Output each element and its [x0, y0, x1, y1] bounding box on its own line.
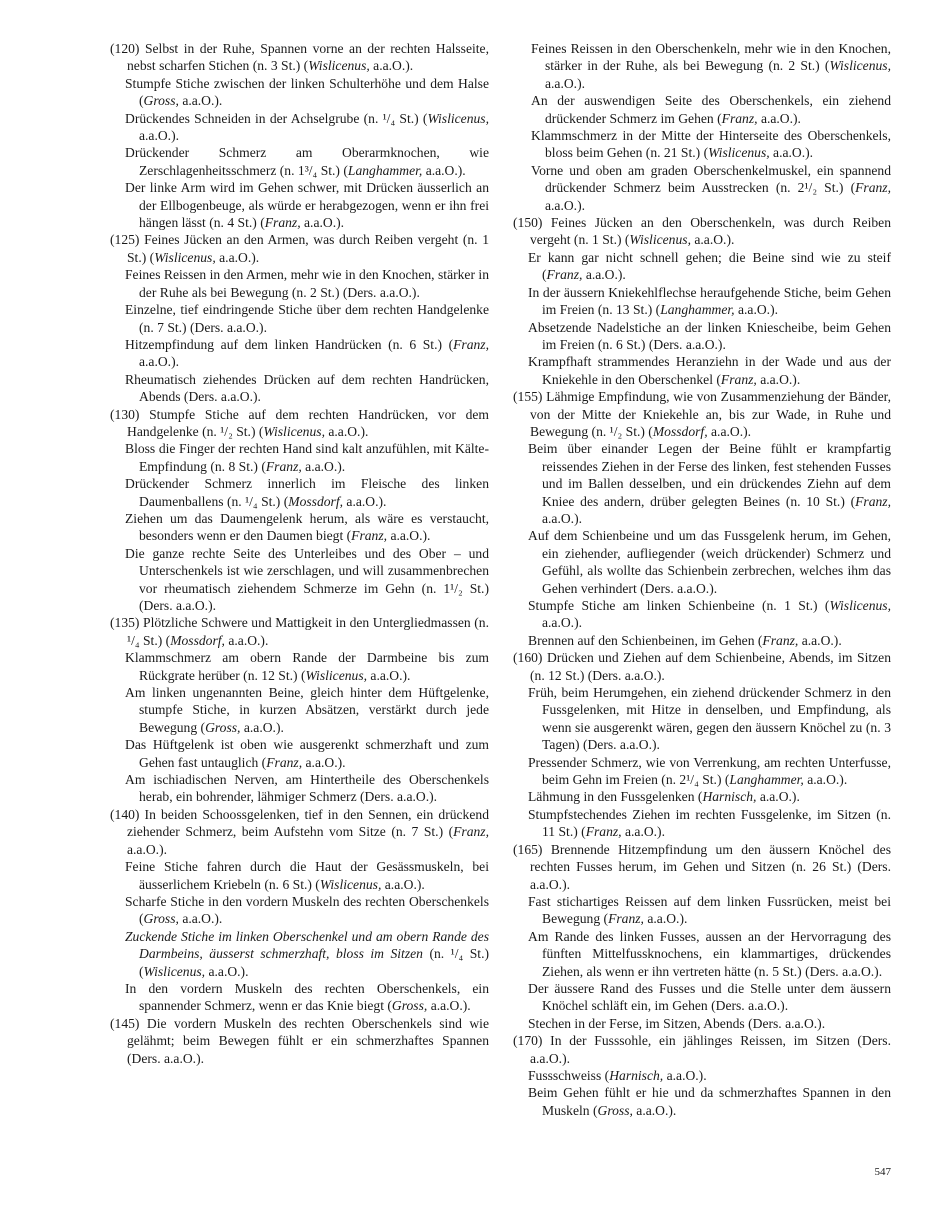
entry-text: a.a.O.).: [621, 824, 665, 840]
entry-text: a.a.O.).: [127, 841, 168, 857]
sub-entry: [110, 893, 489, 928]
entry-text: Ziehen um das Daumengelenk herum, als wäre es verstaucht, besonders wenn er den Daumen biegt (: [125, 510, 489, 544]
sub-entry: [513, 928, 891, 980]
author-name: Mossdorf,: [652, 423, 708, 439]
entry-text: Stumpfstechendes Ziehen im rechten Fussgelenke, im Sitzen (n. 11 St.) (: [528, 806, 891, 840]
entry-text: a.a.O.).: [367, 667, 411, 683]
entry-text: Fussschweiss (: [528, 1067, 610, 1083]
author-name: Franz,: [721, 110, 758, 126]
entry-text: a.a.O.).: [690, 232, 735, 248]
entry-text: Beim Gehen fühlt er hie und da schmerzhaftes Spannen in den Muskeln (: [528, 1085, 891, 1118]
entry-text: Krampfhaft strammendes Heranziehn in der Wade und aus der Kniekehle in den Oberschenkel (: [528, 354, 891, 387]
entry-text: a.a.O.).: [301, 458, 346, 474]
left-column: [110, 40, 489, 1067]
entry-text: a.a.O.).: [545, 75, 586, 91]
entry-text: a.a.O.).: [369, 58, 414, 74]
author-name: Wislicenus,: [319, 876, 382, 892]
entry-text: a.a.O.).: [582, 267, 626, 283]
sub-entry: [513, 1015, 891, 1032]
entry-text: (155) Lähmige Empfindung, wie von Zusammenziehung der Bänder, von der Mitte der Kniekehle an, bis zur Wade, in Ruhe und Bewegung (n. ¹/₂ St.) (: [513, 389, 891, 439]
entry-text: Drückender Schmerz innerlich im Fleische des linken Daumenballens (n. ¹/₄ St.) (: [125, 476, 489, 509]
sub-entry: [110, 179, 489, 231]
entry-text: (170) In der Fusssohle, ein jählinges Reissen, im Sitzen (Ders. a.a.O.).: [513, 1033, 891, 1066]
author-name: Wislicenus,: [829, 598, 891, 613]
author-name: Franz,: [762, 632, 799, 648]
sub-entry: [513, 527, 891, 597]
author-name: Wislicenus,: [427, 110, 489, 126]
numbered-entry: [110, 614, 489, 649]
author-name: Harnisch,: [702, 789, 757, 805]
entry-text: Drückender Schmerz am Oberarmknochen, wie Zerschlagenheitsschmerz (n. 1³/₄ St.) (: [125, 145, 489, 178]
entry-text: a.a.O.).: [324, 423, 369, 439]
entry-text: Er kann gar nicht schnell gehen; die Beine sind wie zu steif (: [528, 249, 891, 283]
sub-entry: [513, 319, 891, 354]
entry-text: a.a.O.).: [545, 197, 586, 213]
page-number: 547: [874, 1166, 891, 1178]
entry-text: Fast stichartiges Reissen auf dem linken Fussrücken, meist bei Bewegung (: [528, 893, 891, 927]
author-name: Mossdorf,: [288, 493, 344, 509]
entry-text: Der linke Arm wird im Gehen schwer, mit Drücken äusserlich an der Ellbogenbeuge, als würde er herabgezogen, wenn er ihn frei hängen lässt (n. 4 St.) (: [125, 180, 489, 231]
entry-text: a.a.O.).: [240, 719, 284, 735]
entry-text: a.a.O.).: [542, 615, 583, 631]
entry-text: a.a.O.).: [769, 145, 814, 161]
entry-text: a.a.O.).: [643, 911, 688, 927]
sub-entry: [513, 1067, 891, 1084]
sub-entry: [513, 597, 891, 632]
entry-text: a.a.O.).: [139, 354, 180, 370]
sub-entry: [513, 127, 891, 162]
entry-text: a.a.O.).: [756, 371, 801, 387]
author-name: Wislicenus,: [829, 58, 891, 74]
numbered-entry: [110, 806, 489, 858]
sub-entry: [513, 684, 891, 754]
entry-text: (135) Plötzliche Schwere und Mattigkeit in den Untergliedmassen (n. ¹/₄ St.) (: [110, 615, 489, 648]
entry-text: Lähmung in den Fussgelenken (: [528, 789, 703, 805]
entry-text: (160) Drücken und Ziehen auf dem Schienbeine, Abends, im Sitzen (n. 12 St.) (Ders. a.a.O.).: [513, 650, 891, 683]
entry-text: Feines Reissen in den Armen, mehr wie in den Knochen, stärker in der Ruhe als bei Bewegung (n. 2 St.) (Ders. a.a.O.).: [125, 267, 489, 300]
entry-text: Am ischiadischen Nerven, am Hintertheile des Oberschenkels herab, ein bohrender, lähmiger Schmerz (Ders. a.a.O.).: [125, 772, 489, 805]
entry-text: Die ganze rechte Seite des Unterleibes und des Ober – und Unterschenkels ist wie zerschlagen, und will zusammenbrechen vor rheumatisch ziehendem Schmerze im Gehn (n. 1¹/₂ St.) (Ders. a.a.O.).: [125, 545, 489, 613]
sub-entry: [513, 353, 891, 388]
numbered-entry: [110, 1015, 489, 1067]
entry-text: (125) Feines Jücken an den Armen, was durch Reiben vergeht (n. 1 St.) (: [110, 232, 489, 265]
numbered-entry: [110, 40, 489, 75]
author-name: Franz,: [585, 824, 622, 840]
entry-text: a.a.O.).: [427, 998, 471, 1014]
entry-text: Der äussere Rand des Fusses und die Stelle unter dem äussern Knöchel schläft ein, im Gehen (Ders. a.a.O.).: [528, 980, 891, 1014]
author-name: Langhammer,: [660, 302, 735, 318]
entry-text: (140) In beiden Schoossgelenken, tief in den Sennen, ein drückend ziehender Schmerz, beim Aufstehn vom Sitze (n. 7 St.) (: [110, 806, 489, 840]
entry-text: (n. ¹/₄ St.) (: [139, 946, 489, 979]
entry-text: Feine Stiche fahren durch die Haut der Gesässmuskeln, bei äusserlichem Kriebeln (n. 6 St.) (: [125, 859, 489, 892]
sub-entry: [110, 266, 489, 301]
sub-entry: [110, 475, 489, 510]
sub-entry: [110, 649, 489, 684]
entry-text: Das Hüftgelenk ist oben wie ausgerenkt schmerzhaft und zum Gehen fast untauglich (: [125, 737, 489, 770]
entry-text: An der auswendigen Seite des Oberschenkels, ein ziehend drückender Schmerz im Gehen (: [531, 93, 891, 126]
author-name: Franz,: [265, 458, 302, 474]
sub-entry: [513, 284, 891, 319]
entry-text: (150) Feines Jücken an den Oberschenkeln, was durch Reiben vergeht (n. 1 St.) (: [513, 215, 891, 248]
entry-text: a.a.O.).: [707, 423, 752, 439]
entry-text: Rheumatisch ziehendes Drücken auf dem rechten Handrücken, Abends (Ders. a.a.O.).: [125, 371, 489, 405]
entry-text: a.a.O.).: [139, 128, 180, 144]
numbered-entry: [110, 406, 489, 441]
entry-text: a.a.O.).: [343, 493, 387, 509]
entry-text: In den vordern Muskeln des rechten Oberschenkels, ein spannender Schmerz, wenn er das Knie biegt (: [125, 980, 489, 1014]
author-name: Franz,: [608, 911, 644, 927]
author-name: Franz,: [720, 371, 757, 387]
entry-text: Pressender Schmerz, wie von Verrenkung, am rechten Unterfusse, beim Gehn im Freien (n. 2¹/₄ St.) (: [528, 754, 891, 788]
author-name: Langhammer,: [729, 772, 804, 788]
sub-entry: [513, 40, 891, 92]
entry-text: a.a.O.).: [381, 876, 425, 892]
entry-text: Auf dem Schienbeine und um das Fussgelenk herum, im Gehen, ein ziehender, aufliegender (weich drückender) Schmerz und Gefühl, als wollte das Schienbein zerbrechen, welches ihm das Gehen verhindert (Ders. a.a.O.).: [528, 528, 891, 596]
entry-text: (130) Stumpfe Stiche auf dem rechten Handrücken, vor dem Handgelenke (n. ¹/₂ St.) (: [110, 406, 489, 439]
entry-text: (120) Selbst in der Ruhe, Spannen vorne an der rechten Halsseite, nebst scharfen Stichen (n. 3 St.) (: [110, 41, 489, 74]
entry-text: Früh, beim Herumgehen, ein ziehend drückender Schmerz in den Fussgelenken, mit Hitze in denselben, und Empfindung, als wenn sie ausgerenkt wären, gegen den äussern Knöchel zu (n. 3 Tagen) (Ders. a.a.O.).: [528, 685, 891, 753]
author-name: Franz,: [453, 336, 489, 352]
sub-entry: [110, 736, 489, 771]
sub-entry: [110, 301, 489, 336]
entry-text: Beim über einander Legen der Beine fühlt er krampfartig reissendes Ziehen in der Ferse des linken, fest stehenden Fusses und im Ballen desselben, und ein drückendes Ziehn auf dem Kniee des andern, drüber gelegten Beines (n. 10 St.) (: [528, 441, 891, 509]
sub-entry: [513, 788, 891, 805]
author-name: Gross,: [597, 1102, 633, 1118]
sub-entry: [513, 754, 891, 789]
entry-text: a.a.O.).: [734, 302, 778, 318]
entry-text: (165) Brennende Hitzempfindung um den äussern Knöchel des rechten Fusses herum, im Gehen und Sitzen (n. 26 St.) (Ders. a.a.O.).: [513, 841, 891, 892]
author-name: Wislicenus,: [629, 232, 691, 248]
author-name: Gross,: [391, 998, 428, 1014]
sub-entry: [110, 110, 489, 145]
sub-entry: [513, 249, 891, 284]
sub-entry: [110, 980, 489, 1015]
author-name: Franz,: [855, 180, 891, 196]
entry-text: a.a.O.).: [542, 510, 583, 526]
entry-text: a.a.O.).: [224, 632, 269, 648]
entry-text: a.a.O.).: [422, 162, 466, 178]
entry-text: Stumpfe Stiche am linken Schienbeine (n. 1 St.) (: [528, 598, 830, 613]
author-name: Franz,: [453, 824, 489, 840]
author-name: Gross,: [143, 911, 179, 927]
author-name: Franz,: [351, 528, 388, 544]
entry-text: a.a.O.).: [205, 963, 249, 979]
author-name: Langhammer,: [347, 162, 423, 178]
entry-text: (145) Die vordern Muskeln des rechten Oberschenkels sind wie gelähmt; beim Bewegen fühlt er ein schmerzhaftes Spannen (Ders. a.a.O.).: [110, 1015, 489, 1066]
numbered-entry: [513, 649, 891, 684]
author-name: Wislicenus,: [708, 145, 770, 161]
entry-text: Einzelne, tief eindringende Stiche über dem rechten Handgelenke (n. 7 St.) (Ders. a.a.O.).: [125, 302, 489, 335]
sub-entry: [110, 545, 489, 615]
entry-text: Feines Reissen in den Oberschenkeln, mehr wie in den Knochen, stärker in der Ruhe, als bei Bewegung (n. 2 St.) (: [531, 41, 891, 74]
author-name: Franz,: [546, 267, 583, 283]
sub-entry: [110, 144, 489, 179]
sub-entry: [513, 162, 891, 214]
entry-text: Klammschmerz am obern Rande der Darmbeine bis zum Rückgrate herüber (n. 12 St.) (: [125, 650, 489, 683]
sub-entry: [110, 440, 489, 475]
sub-entry: [110, 510, 489, 545]
sub-entry: [110, 771, 489, 806]
entry-text: Am linken ungenannten Beine, gleich hinter dem Hüftgelenke, stumpfe Stiche, in kurzen Absätzen, verstärkt durch jede Bewegung (: [125, 685, 489, 735]
sub-entry: [513, 1084, 891, 1119]
entry-text: a.a.O.).: [178, 93, 223, 109]
sub-entry: [513, 92, 891, 127]
sub-entry: [513, 893, 891, 928]
author-name: Wislicenus,: [154, 249, 216, 265]
author-name: Wislicenus,: [308, 58, 370, 74]
entry-text: Drückendes Schneiden in der Achselgrube (n. ¹/₄ St.) (: [125, 110, 428, 126]
author-name: Gross,: [143, 93, 179, 109]
entry-text: Brennen auf den Schienbeinen, im Gehen (: [528, 632, 763, 648]
author-name: Wislicenus,: [143, 963, 206, 979]
entry-text: a.a.O.).: [798, 632, 842, 648]
author-name: Franz,: [855, 493, 891, 509]
entry-text: Stumpfe Stiche zwischen der linken Schulterhöhe und dem Halse (: [125, 75, 489, 109]
entry-text: a.a.O.).: [178, 911, 223, 927]
entry-text: Bloss die Finger der rechten Hand sind kalt anzufühlen, mit Kälte-Empfindung (n. 8 St.) (: [125, 441, 489, 474]
author-name: Franz,: [266, 754, 303, 770]
entry-text: Absetzende Nadelstiche an der linken Kniescheibe, beim Gehen im Freien (n. 6 St.) (Ders. a.a.O.).: [528, 319, 891, 352]
sub-entry: [513, 632, 891, 649]
entry-text: a.a.O.).: [300, 215, 345, 231]
author-name: Gross,: [205, 719, 241, 735]
sub-entry: [513, 440, 891, 527]
numbered-entry: [513, 214, 891, 249]
numbered-entry: [513, 841, 891, 893]
author-name: Wislicenus,: [263, 423, 325, 439]
numbered-entry: [513, 1032, 891, 1067]
author-name: Mossdorf,: [170, 632, 225, 648]
entry-text: a.a.O.).: [663, 1067, 707, 1083]
entry-text: Vorne und oben am graden Oberschenkelmuskel, ein spannend drückender Schmerz beim Ausstrecken (n. 2¹/₂ St.) (: [531, 162, 891, 196]
author-name: Franz,: [264, 215, 301, 231]
entry-text: Stechen in der Ferse, im Sitzen, Abends (Ders. a.a.O.).: [528, 1015, 826, 1031]
numbered-entry: [110, 231, 489, 266]
entry-text: Klammschmerz in der Mitte der Hinterseite des Oberschenkels, bloss beim Gehen (n. 21 St.) (: [531, 128, 891, 161]
entry-text: a.a.O.).: [757, 110, 801, 126]
sub-entry: [513, 806, 891, 841]
sub-entry: [513, 980, 891, 1015]
entry-text: a.a.O.).: [387, 528, 431, 544]
author-name: Wislicenus,: [305, 667, 368, 683]
right-column: [513, 40, 891, 1119]
entry-text: In der äussern Kniekehlflechse heraufgehende Stiche, beim Gehen im Freien (n. 13 St.) (: [528, 284, 891, 318]
entry-text: a.a.O.).: [215, 249, 260, 265]
entry-text: Hitzempfindung auf dem linken Handrücken (n. 6 St.) (: [125, 336, 454, 352]
sub-entry: [110, 75, 489, 110]
sub-entry: [110, 336, 489, 371]
entry-text: a.a.O.).: [302, 754, 346, 770]
sub-entry: [110, 684, 489, 736]
sub-entry: [110, 858, 489, 893]
sub-entry: [110, 928, 489, 980]
entry-text: a.a.O.).: [632, 1102, 677, 1118]
entry-text: Am Rande des linken Fusses, aussen an der Hervorragung des fünften Mittelfussknochens, ein klammartiges, drückendes Ziehen, als wenn er ihn vertreten hätte (n. 5 St.) (Ders. a.a.O.).: [528, 928, 891, 979]
sub-entry: [110, 371, 489, 406]
entry-text: a.a.O.).: [756, 789, 800, 805]
numbered-entry: [513, 388, 891, 440]
entry-text: a.a.O.).: [803, 772, 848, 788]
entry-text: Scharfe Stiche in den vordern Muskeln des rechten Oberschenkels (: [125, 893, 489, 927]
author-name: Zuckende Stiche im linken Oberschenkel und am obern Rande des Darmbeins, äusserst schmerzhaft, bloss im Sitzen: [125, 928, 489, 962]
author-name: Harnisch,: [609, 1067, 664, 1083]
